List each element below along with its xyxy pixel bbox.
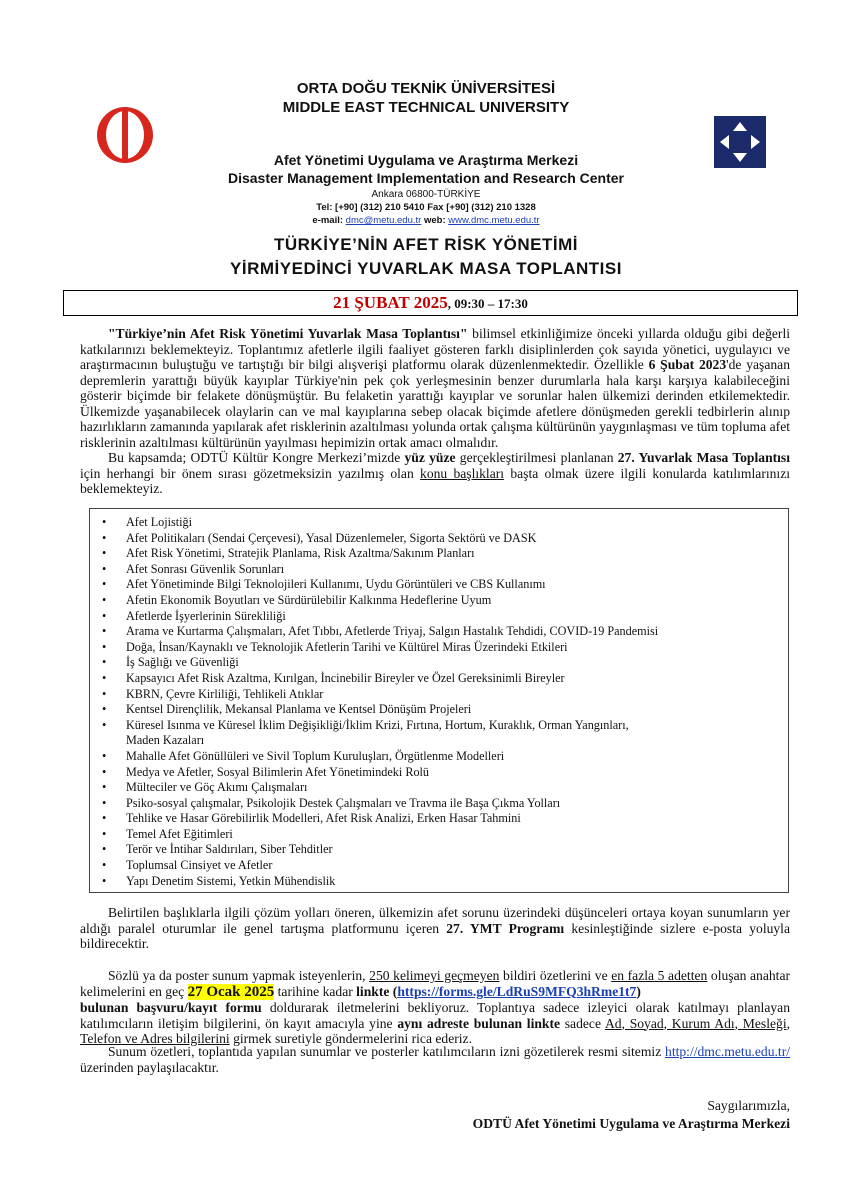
submission-text-1: Sözlü ya da poster sunum yapmak isteyenlerin, [108,968,370,983]
submission-text-2: bildiri özetlerini ve [499,968,612,983]
deadline-date: 27 Ocak 2025 [187,983,275,1000]
topic-text: İş Sağlığı ve Güvenliği [126,655,239,670]
topics-list [90,515,788,889]
list-item: • Psiko-sosyal çalışmalar, Psikolojik Destek Çalışmaları ve Travma ile Başa Çıkma Yolları [102,795,561,810]
submission-paragraph [80,968,790,1047]
list-item: • Terör ve İntihar Saldırıları, Siber Tehditler [102,842,333,857]
submission-link-word: linkte [356,983,390,999]
topic-text: Afet Sonrası Güvenlik Sorunları [126,561,285,576]
document-title-line1: TÜRKİYE’NİN AFET RİSK YÖNETİMİ [273,235,579,254]
submission-text-3: oluşan anahtar kelimelerini en geç [80,968,791,999]
list-item: • Medya ve Afetler, Sosyal Bilimlerin Afet Yönetimindeki Rolü [102,764,430,779]
program-name: 27. YMT Programı [446,920,565,936]
topic-text: Kapsayıcı Afet Risk Azaltma, Kırılgan, İncinebilir Bireyler ve Özel Gereksinimli Bireyler [126,670,565,685]
closing-regards: Saygılarımızla, [707,1098,790,1113]
intro-earthquake-date: 6 Şubat 2023 [648,357,727,372]
share-paragraph [80,1044,790,1075]
topic-text: Maden Kazaları [126,733,205,748]
topic-text: Afetlerde İşyerlerinin Sürekliliği [126,608,286,623]
event-time: , 09:30 – 17:30 [447,296,528,311]
required-info: Ad, Soyad, Kurum Adı, Mesleği, Telefon ve Adres bilgilerini [80,1015,790,1046]
topic-text: Doğa, İnsan/Kaynaklı ve Teknolojik Afetlerin Tarihi ve Kültürel Miras Üzerindeki Etkileri [126,639,568,654]
list-item: • İş Sağlığı ve Güvenliği [102,655,239,670]
list-item: • Tehlike ve Hasar Görebilirlik Modelleri, Afet Risk Analizi, Erken Hasar Tahmini [102,811,521,826]
list-item: • Kentsel Dirençlilik, Mekansal Planlama ve Kentsel Dönüşüm Projeleri [102,702,472,717]
list-item: • Toplumsal Cinsiyet ve Afetler [102,858,273,873]
submission-text-6: sadece [560,1015,605,1031]
email-link[interactable]: dmc@metu.edu.tr [345,215,422,226]
university-name-en: MIDDLE EAST TECHNICAL UNIVERSITY [282,99,570,116]
paren-open: ( [389,983,398,999]
event-date-box [63,290,798,316]
list-item: • Doğa, İnsan/Kaynaklı ve Teknolojik Afetlerin Tarihi ve Kültürel Miras Üzerindeki Etkileri [102,639,568,654]
topic-text: Medya ve Afetler, Sosyal Bilimlerin Afet Yönetimindeki Rolü [126,764,430,779]
list-item: • Afetlerde İşyerlerinin Sürekliliği [102,608,286,623]
list-item: • Mülteciler ve Göç Akımı Çalışmaları [102,780,308,795]
topic-text: Temel Afet Eğitimleri [126,826,233,841]
intro-text-4: gerçekleştirilmesi planlanan [455,450,618,465]
web-label: web: [423,215,446,226]
word-limit: 250 kelimeyi geçmeyen [369,968,500,983]
intro-face-to-face: yüz yüze [404,450,456,465]
list-item: • Afet Politikaları (Sendai Çerçevesi), Yasal Düzenlemeler, Sigorta Sektörü ve DASK [102,530,537,545]
intro-meeting-name: 27. Yuvarlak Masa Toplantısı [617,450,790,465]
share-text-2: üzerinden paylaşılacaktır. [80,1059,219,1075]
center-name-tr: Afet Yönetimi Uygulama ve Araştırma Merkezi [273,152,579,168]
topic-text: Mülteciler ve Göç Akımı Çalışmaları [126,780,308,795]
intro-topics-ref: konu başlıkları [420,465,505,481]
signature: ODTÜ Afet Yönetimi Uygulama ve Araştırma Merkezi [472,1116,790,1131]
submission-text-7: girmek suretiyle göndermelerini rica ederiz. [229,1031,472,1046]
topic-text: Afet Lojistiği [126,515,193,529]
topic-text: Kentsel Dirençlilik, Mekansal Planlama ve Kentsel Dönüşüm Projeleri [126,702,472,717]
list-item: • Afet Sonrası Güvenlik Sorunları [102,561,285,576]
list-item: • Afetin Ekonomik Boyutları ve Sürdürülebilir Kalkınma Hedeflerine Uyum [102,592,492,607]
submission-text-4: tarihine kadar [274,983,357,999]
topic-text: Tehlike ve Hasar Görebilirlik Modelleri, Afet Risk Analizi, Erken Hasar Tahmini [126,811,521,826]
topic-text: Küresel Isınma ve Küresel İklim Değişikliği/İklim Krizi, Fırtına, Hortum, Kuraklık, Orman Yangınları, [126,717,629,732]
topic-text: Afet Risk Yönetimi, Stratejik Planlama, Risk Azaltma/Sakınım Planları [126,546,475,561]
list-item: • Kapsayıcı Afet Risk Azaltma, Kırılgan, İncinebilir Bireyler ve Özel Gereksinimli Bireyler [102,670,565,685]
email-label: e-mail: [312,215,344,226]
list-item: • Mahalle Afet Gönüllüleri ve Sivil Toplum Kuruluşları, Örgütlenme Modelleri [102,748,505,763]
document-title-line2: YİRMİYEDİNCİ YUVARLAK MASA TOPLANTISI [230,259,622,278]
list-item: • Afet Lojistiği [102,515,193,529]
website-link[interactable]: http://dmc.metu.edu.tr/ [665,1044,790,1059]
intro-text-6: başta olmak üzere ilgili konularda katılımlarınızı beklemekteyiz. [80,465,791,496]
topic-text: Afetin Ekonomik Boyutları ve Sürdürülebilir Kalkınma Hedeflerine Uyum [126,592,492,607]
topic-text: KBRN, Çevre Kirliliği, Tehlikeli Atıklar [126,686,324,701]
share-text-1: Sunum özetleri, toplantıda yapılan sunumlar ve posterler katılımcıların izni gözetilerek resmi sitemiz [108,1044,666,1059]
intro-text-2: 'de yaşanan depremlerin yarattığı büyük kayıplar Türkiye'nin pek çok yerleşmesinin benzer durumlarla hala karşı karşıya kalabileceğini gösterir biçimde bir felakete dönüşmüştür. Bu felaketin yarattığı kayıplar ve sorunlar halen ülkemizi derinden etkilemektedir. Ülkemizde yaşanabilecek olaylarin can ve mal kayıplarına sebep olacak biçimde afetlere dönüşmeden gerekli tedbirlerin alınıp hazırlıkların zamanında yapılarak afet risklerinin azaltılması yolunda ortak çalışma kültürünün yaygınlaşması ve tüm topluma afet risklerinin azaltılması kültürünün yayılması hepimizin ortak amacı olmalıdır. [80,357,790,450]
intro-event-name: "Türkiye’nin Afet Risk Yönetimi Yuvarlak Masa Toplantısı" [108,326,468,341]
intro-text-3: Bu kapsamda; ODTÜ Kültür Kongre Merkezi’mizde [108,450,405,465]
contact-phone: Tel: [+90] (312) 210 5410 Fax [+90] (312) 210 1328 [316,202,536,213]
form-link[interactable]: https://forms.gle/LdRuS9MFQ3hRme1t7 [397,983,637,999]
program-text-2: kesinleştiğinde sizlere e-posta yoluyla bildirecektir. [80,920,790,951]
intro-text-1: bilimsel etkinliğimize önceki yıllarda olduğu gibi değerli katkılarınızı beklemekteyiz. Toplantımız afetlerle ilgili faaliyet gösteren farklı disiplinlerden çok sayıda yönetici, uygulayıcı ve araştırmacının buluştuğu ve tartıştığı bir bilgi alışverişi platformu olarak düzenlenmektedir. Özellikle [80,326,790,372]
center-name-en: Disaster Management Implementation and Research Center [227,170,624,186]
topic-text: Psiko-sosyal çalışmalar, Psikolojik Destek Çalışmaları ve Travma ile Başa Çıkma Yolları [126,795,561,810]
topics-box [89,508,789,893]
topic-text: Mahalle Afet Gönüllüleri ve Sivil Toplum Kuruluşları, Örgütlenme Modelleri [126,748,505,763]
list-item: • Afet Risk Yönetimi, Stratejik Planlama, Risk Azaltma/Sakınım Planları [102,546,475,561]
list-item: • Yapı Denetim Sistemi, Yetkin Mühendislik [102,873,336,888]
program-paragraph [80,905,790,952]
topic-text: Arama ve Kurtarma Çalışmaları, Afet Tıbbı, Afetlerde Triyaj, Salgın Hastalık Tehdidi, COVID-19 Pandemisi [126,624,659,639]
submission-text-5: doldurarak iletmelerini bekliyoruz. Toplantıya sadece izleyici olarak katılmayı planlayan katılımcıların iletişim bilgilerini, ön kayıt amacıyla yine [80,1000,790,1031]
topic-text: Afet Politikaları (Sendai Çerçevesi), Yasal Düzenlemeler, Sigorta Sektörü ve DASK [126,530,537,545]
intro-text-5: için herhangi bir önem sırası gözetmeksizin yazılmış olan [80,465,421,481]
paren-close: ) [636,983,641,999]
university-name-tr: ORTA DOĞU TEKNİK ÜNİVERSİTESİ [296,80,556,97]
web-link[interactable]: www.dmc.metu.edu.tr [448,215,540,226]
topic-text: Afet Yönetiminde Bilgi Teknolojileri Kullanımı, Uydu Görüntüleri ve CBS Kullanımı [126,577,546,592]
list-item: • Küresel Isınma ve Küresel İklim Değişikliği/İklim Krizi, Fırtına, Hortum, Kuraklık, Orman Yangınları, [102,717,629,732]
topic-text: Yapı Denetim Sistemi, Yetkin Mühendislik [126,873,336,888]
address: Ankara 06800-TÜRKİYE [371,189,481,200]
intro-paragraph [80,326,790,497]
program-text-1: Belirtilen başlıklarla ilgili çözüm yolları öneren, ülkemizin afet sorunu üzerindeki düşünceleri ortaya koyan sunumların yer aldığı paralel oturumlar ile genel tartışma platformunu içeren [80,905,790,936]
same-address-link-ref: aynı adreste bulunan linkte [397,1015,561,1031]
list-item [90,733,788,749]
registration-form-ref: bulunan başvuru/kayıt formu [80,1000,262,1015]
contact-email-web [0,215,852,226]
event-date: 21 ŞUBAT 2025 [333,293,448,312]
list-item: • KBRN, Çevre Kirliliği, Tehlikeli Atıklar [102,686,324,701]
list-item: • Arama ve Kurtarma Çalışmaları, Afet Tıbbı, Afetlerde Triyaj, Salgın Hastalık Tehdidi, COVID-19 Pandemisi [102,624,659,639]
list-item: • Temel Afet Eğitimleri [102,826,233,841]
topic-text: Terör ve İntihar Saldırıları, Siber Tehditler [126,842,333,857]
list-item: • Afet Yönetiminde Bilgi Teknolojileri Kullanımı, Uydu Görüntüleri ve CBS Kullanımı [102,577,546,592]
keyword-limit: en fazla 5 adetten [611,968,708,983]
topic-text: Toplumsal Cinsiyet ve Afetler [126,858,273,873]
